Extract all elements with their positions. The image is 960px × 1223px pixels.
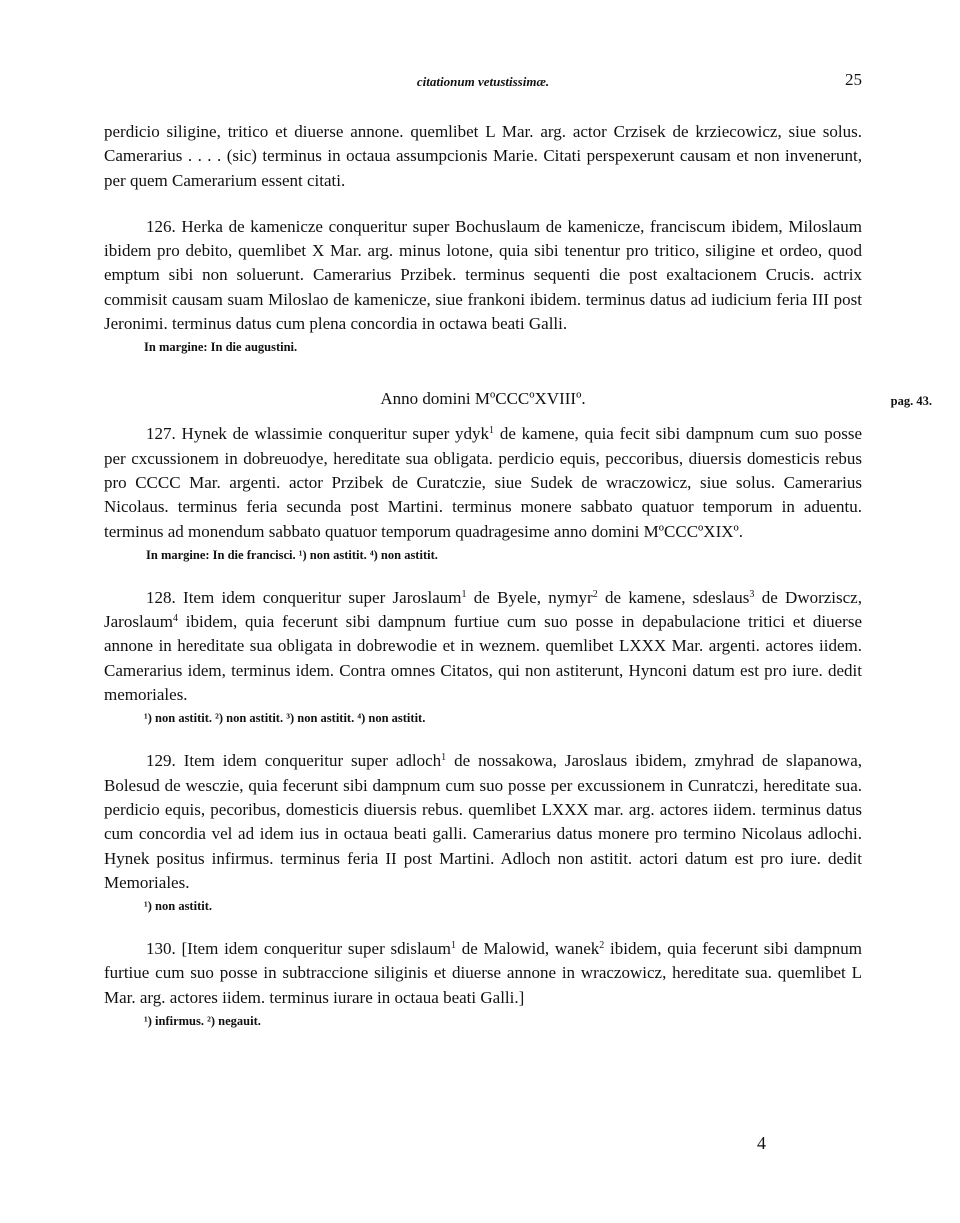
entry-128-text-a: 128. Item idem conqueritur super Jaroslaum (146, 587, 462, 607)
page-header (104, 70, 862, 94)
footnotes-129: ¹) non astitit. (144, 899, 212, 914)
footnote-ref: 4 (172, 613, 178, 625)
footnote-ref: 3 (749, 588, 755, 600)
footnotes-130: ¹) infirmus. ²) negauit. (144, 1014, 261, 1029)
running-title: citationum vetustissimæ. (416, 74, 550, 89)
margin-note-127: In margine: In die francisci. ¹) non astitit. ⁴) non astitit. (146, 547, 438, 562)
entry-128 (104, 586, 862, 707)
entry-129 (104, 749, 862, 895)
footnote-ref: 1 (489, 425, 495, 437)
entry-128-text-c: de kamene, sdeslaus (597, 587, 750, 607)
entry-129-text-a: 129. Item idem conqueritur super adloch (146, 751, 442, 771)
footnote-ref: 1 (461, 588, 467, 600)
document-page (104, 70, 932, 1030)
entry-127-text-b: de kamene, quia fecit sibi dampnum cum suo posse per cxcussionem in dobreuodye, hereditate sua obligata. perdicio equis, peccoribus, diuersis domesticis rebus pro CCCC Mar. argenti. actor Przibek de Curatczie, siue Sudek de wraczowicz, siue solus. Camerarius Nicolaus. terminus feria secunda post Martini. terminus monere sabbato quatuor temporum in aduentu. terminus ad monendum sabbato quatuor temporum quadragesime anno domini MºCCCºXIXº. (104, 424, 862, 541)
entry-128-text-e: ibidem, quia fecerunt sibi dampnum furtiue cum suo posse in depabulacione tritici et diuerse annone in hereditate sua obligata in dobrewodie et in weznem. quemlibet LXXX Mar. argenti. actores iidem. Camerarius idem, terminus idem. Contra omnes Citatos, qui non astiterunt, Hynconi datum est pro iure. dedit memoriales. (104, 612, 862, 705)
year-heading-text: Anno domini MºCCCºXVIIIº. (380, 389, 586, 409)
footnote-ref: 2 (592, 588, 598, 600)
footnote-ref: 1 (450, 940, 456, 952)
page-number: 25 (845, 70, 862, 89)
entry-129-text-b: de nossakowa, Jaroslaus ibidem, zmyhrad de slapanowa, Bolesud de wesczie, quia fecerunt sibi dampnum cum suo posse per excussionem in Cunratczi, hereditate sua. perdicio equis, pecoribus, domesticis diuersis rebus. quemlibet LXXX mar. arg. actores iidem. terminus datus cum concordia vel ad idem ius in octaua beati galli. Camerarius datus monere pro termino Nicolaus adlochi. Hynek positus infirmus. terminus feria II post Martini. Adloch non astitit. actori datum est pro iure. dedit Memoriales. (104, 751, 862, 892)
footnote-ref: 1 (441, 752, 447, 764)
entry-130-text-c: ibidem, quia fecerunt sibi dampnum furtiue cum suo posse in subtraccione siliginis et diuerse annone in wraczowicz, hereditate sua. quemlibet L Mar. arg. actores iidem. terminus iurare in octaua beati Galli.] (104, 939, 862, 1007)
margin-note-126: In margine: In die augustini. (144, 340, 298, 355)
footnote-ref: 2 (599, 940, 605, 952)
entry-128-text-d: de Dworziscz, Jaroslaum (104, 587, 862, 632)
entry-127-text-a: 127. Hynek de wlassimie conqueritur super ydyk (146, 424, 490, 444)
year-heading (104, 386, 932, 412)
side-page-reference: pag. 43. (890, 394, 932, 409)
entry-130-text-a: 130. [Item idem conqueritur super sdislaum (146, 939, 451, 959)
entry-128-text-b: de Byele, nymyr (466, 587, 593, 607)
signature-mark: 4 (757, 1133, 766, 1153)
entry-130 (104, 937, 862, 1010)
continuation-paragraph: perdicio siligine, tritico et diuerse annone. quemlibet L Mar. arg. actor Crzisek de krziecowicz, siue solus. Camerarius . . . . (sic) terminus in octaua assumpcionis Marie. Citati perspexerunt causam et non invenerunt, per quem Camerarium essent citati. (104, 122, 862, 190)
footnotes-128: ¹) non astitit. ²) non astitit. ³) non astitit. ⁴) non astitit. (144, 711, 426, 726)
entry-130-text-b: de Malowid, wanek (455, 939, 600, 959)
entry-126: 126. Herka de kamenicze conqueritur super Bochuslaum de kamenicze, franciscum ibidem, Miloslaum ibidem pro debito, quemlibet X Mar. arg. minus lotone, quia sibi tenentur pro tritico, siligine et ordeo, quod emptum sibi non soluerunt. Camerarius Przibek. terminus sequenti die post exaltacionem Crucis. actrix commisit causam suam Miloslao de kamenicze, siue frankoni ibidem. terminus datus ad iudicium feria III post Jeronimi. terminus datus cum plena concordia in octawa beati Galli. (104, 216, 862, 334)
entry-127 (104, 422, 862, 543)
